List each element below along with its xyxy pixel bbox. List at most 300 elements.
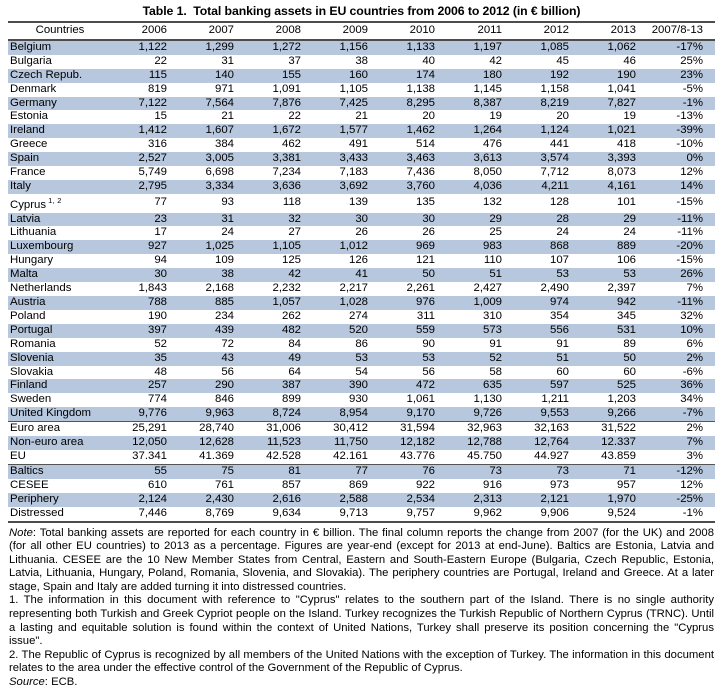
cell-value: 514 bbox=[415, 138, 435, 151]
cell-value: 37 bbox=[288, 54, 301, 67]
cell-value: 132 bbox=[482, 196, 502, 209]
cell-change: -1% bbox=[648, 97, 715, 111]
cell-value: 482 bbox=[246, 324, 313, 338]
cell-value: 174 bbox=[380, 69, 447, 83]
row-label-ireland bbox=[8, 124, 112, 138]
cell-value: 17 bbox=[154, 226, 167, 239]
cell-value: 72 bbox=[221, 337, 234, 350]
cell-value: 128 bbox=[549, 196, 569, 209]
cell-value: 32 bbox=[246, 213, 313, 227]
cell-value: 2,168 bbox=[205, 282, 234, 295]
cell-value: 32,163 bbox=[514, 422, 581, 436]
table-row bbox=[8, 479, 715, 493]
cell-value: 1,021 bbox=[581, 124, 648, 138]
cell-value: 7,234 bbox=[272, 166, 301, 179]
cell-value: 559 bbox=[380, 324, 447, 338]
cell-value: 71 bbox=[581, 464, 648, 478]
row-label-estonia bbox=[8, 110, 112, 124]
table-row bbox=[8, 69, 715, 83]
table-row bbox=[8, 493, 715, 507]
cell-value: 43 bbox=[179, 352, 246, 366]
cell-value: 53 bbox=[581, 268, 648, 282]
cell-value: 2,795 bbox=[112, 180, 179, 194]
cell-value: 1,133 bbox=[380, 40, 447, 55]
cell-value: 25,291 bbox=[112, 422, 179, 436]
cell-value: 22 bbox=[154, 54, 167, 67]
cell-value: 345 bbox=[616, 309, 636, 322]
cell-value: 75 bbox=[179, 464, 246, 478]
cell-value: 942 bbox=[581, 296, 648, 310]
cell-value: 3,433 bbox=[313, 152, 380, 166]
cell-value: 53 bbox=[514, 268, 581, 282]
cell-change: 2% bbox=[648, 422, 715, 436]
cell-value: 916 bbox=[482, 478, 502, 491]
cell-value: 7,122 bbox=[112, 97, 179, 111]
cell-value: 868 bbox=[514, 240, 581, 254]
cell-value: 257 bbox=[112, 379, 179, 393]
cell-change: 26% bbox=[648, 268, 715, 282]
source-text: : ECB. bbox=[44, 676, 78, 689]
cell-change: 2% bbox=[648, 352, 715, 366]
table-row bbox=[8, 240, 715, 254]
country-name: Non-euro area bbox=[10, 436, 84, 449]
cell-value: 12,050 bbox=[112, 436, 179, 450]
cell-value: 115 bbox=[112, 69, 179, 83]
cell-value: 24 bbox=[221, 226, 234, 239]
cell-value: 21 bbox=[355, 110, 368, 123]
country-name: Italy bbox=[10, 179, 31, 192]
country-name: Finland bbox=[10, 379, 48, 392]
cell-value: 139 bbox=[348, 196, 368, 209]
cell-value: 51 bbox=[514, 352, 581, 366]
cell-value: 556 bbox=[514, 324, 581, 338]
row-label-italy bbox=[8, 180, 112, 194]
cell-value: 3,463 bbox=[380, 152, 447, 166]
cell-value: 1,138 bbox=[406, 82, 435, 95]
column-header-2010: 2010 bbox=[380, 22, 447, 40]
cell-value: 8,387 bbox=[447, 97, 514, 111]
table-row bbox=[8, 352, 715, 366]
cell-value: 610 bbox=[147, 478, 167, 491]
cell-value: 155 bbox=[246, 69, 313, 83]
table-row bbox=[8, 152, 715, 166]
cell-change: 6% bbox=[686, 337, 703, 350]
cell-value: 190 bbox=[581, 69, 648, 83]
cell-value: 9,963 bbox=[179, 407, 246, 421]
cell-value: 28 bbox=[514, 213, 581, 227]
footnote-1: 1. The information in this document with reference to "Cyprus" relates to the southern part of the Island. There is no single authority representing both Turkish and Greek Cypriot people on the Island. Turkey recognizes the Turkish Republic of Northern Cyprus (TRNC). Until a lasting and equitable solution is found within the context of United Nations, Turkey shall preserve its position concerning the "Cyprus issue". bbox=[9, 594, 714, 648]
cell-change: 12% bbox=[680, 166, 703, 179]
cell-value: 21 bbox=[221, 110, 234, 123]
row-label-eu bbox=[8, 450, 112, 464]
cell-value: 930 bbox=[348, 393, 368, 406]
cell-value: 310 bbox=[482, 309, 502, 322]
cell-value: 42 bbox=[489, 54, 502, 67]
cell-value: 2,124 bbox=[112, 493, 179, 507]
row-label-germany bbox=[8, 97, 112, 111]
cell-value: 635 bbox=[447, 379, 514, 393]
cell-value: 2,427 bbox=[473, 282, 502, 295]
row-label-poland bbox=[8, 310, 112, 324]
cell-value: 29 bbox=[581, 213, 648, 227]
cell-value: 40 bbox=[422, 54, 435, 67]
cell-value: 969 bbox=[380, 240, 447, 254]
cell-value: 48 bbox=[154, 365, 167, 378]
footnote-marker: 1, 2 bbox=[48, 195, 62, 205]
cell-value: 491 bbox=[348, 138, 368, 151]
cell-value: 81 bbox=[246, 464, 313, 478]
row-label-non-euro-area bbox=[8, 436, 112, 450]
cell-value: 9,776 bbox=[112, 407, 179, 421]
cell-value: 38 bbox=[179, 268, 246, 282]
cell-value: 1,085 bbox=[514, 40, 581, 55]
cell-change: 36% bbox=[648, 379, 715, 393]
country-name: Denmark bbox=[10, 82, 57, 95]
cell-value: 26 bbox=[355, 226, 368, 239]
cell-value: 2,397 bbox=[607, 282, 636, 295]
table-row bbox=[8, 55, 715, 69]
cell-change: 32% bbox=[680, 309, 703, 322]
cell-value: 125 bbox=[281, 254, 301, 267]
cell-value: 439 bbox=[179, 324, 246, 338]
cell-value: 22 bbox=[288, 110, 301, 123]
table-row bbox=[8, 166, 715, 180]
cell-value: 1,028 bbox=[313, 296, 380, 310]
cell-value: 49 bbox=[246, 352, 313, 366]
cell-change: 7% bbox=[648, 436, 715, 450]
country-name: Czech Repub. bbox=[10, 68, 83, 81]
cell-value: 50 bbox=[380, 268, 447, 282]
cell-value: 73 bbox=[514, 464, 581, 478]
cell-value: 1,299 bbox=[179, 40, 246, 55]
cell-value: 1,061 bbox=[406, 393, 435, 406]
cell-value: 3,005 bbox=[179, 152, 246, 166]
cell-value: 20 bbox=[422, 110, 435, 123]
cell-value: 520 bbox=[313, 324, 380, 338]
cell-value: 8,050 bbox=[473, 166, 502, 179]
cell-value: 354 bbox=[549, 309, 569, 322]
table-body bbox=[8, 40, 715, 522]
cell-value: 9,266 bbox=[581, 407, 648, 421]
row-label-sweden bbox=[8, 393, 112, 407]
cell-value: 11,523 bbox=[246, 436, 313, 450]
country-name: Bulgaria bbox=[10, 54, 52, 67]
cell-value: 8,219 bbox=[514, 97, 581, 111]
country-name: Germany bbox=[10, 96, 57, 109]
cell-change: 12% bbox=[680, 478, 703, 491]
notes-section bbox=[8, 523, 715, 690]
cell-value: 1,009 bbox=[447, 296, 514, 310]
cell-value: 90 bbox=[422, 337, 435, 350]
cell-value: 7,436 bbox=[406, 166, 435, 179]
cell-value: 2,261 bbox=[406, 282, 435, 295]
cell-value: 1,122 bbox=[112, 40, 179, 55]
cell-value: 26 bbox=[422, 226, 435, 239]
cell-value: 42 bbox=[246, 268, 313, 282]
cell-value: 19 bbox=[623, 110, 636, 123]
cell-change: 14% bbox=[648, 180, 715, 194]
cell-value: 52 bbox=[154, 337, 167, 350]
cell-value: 885 bbox=[179, 296, 246, 310]
table-row bbox=[8, 450, 715, 464]
cell-value: 1,607 bbox=[179, 124, 246, 138]
country-name: Belgium bbox=[10, 40, 52, 53]
cell-change: 25% bbox=[680, 54, 703, 67]
cell-value: 73 bbox=[447, 464, 514, 478]
cell-value: 462 bbox=[281, 138, 301, 151]
cell-value: 77 bbox=[313, 464, 380, 478]
cell-value: 12,788 bbox=[447, 436, 514, 450]
cell-value: 91 bbox=[489, 337, 502, 350]
cell-change: 23% bbox=[648, 69, 715, 83]
country-name: EU bbox=[10, 449, 26, 462]
cell-value: 41.369 bbox=[199, 449, 234, 462]
cell-change: -6% bbox=[682, 365, 703, 378]
cell-change: -11% bbox=[677, 226, 703, 239]
cell-value: 974 bbox=[514, 296, 581, 310]
cell-value: 311 bbox=[416, 309, 435, 322]
cell-value: 7,564 bbox=[179, 97, 246, 111]
cell-value: 6,698 bbox=[205, 166, 234, 179]
cell-value: 30 bbox=[313, 213, 380, 227]
country-name: Romania bbox=[10, 337, 56, 350]
table-row bbox=[8, 180, 715, 194]
cell-value: 35 bbox=[112, 352, 179, 366]
cell-value: 160 bbox=[313, 69, 380, 83]
cell-change: -15% bbox=[676, 254, 703, 267]
table-row bbox=[8, 393, 715, 407]
cell-value: 2,232 bbox=[272, 282, 301, 295]
cell-value: 107 bbox=[549, 254, 569, 267]
table-row bbox=[8, 268, 715, 282]
cell-change: -1% bbox=[648, 507, 715, 522]
table-header-row bbox=[8, 22, 715, 40]
cell-value: 2,313 bbox=[447, 493, 514, 507]
cell-value: 56 bbox=[221, 365, 234, 378]
cell-value: 86 bbox=[355, 337, 368, 350]
table-row bbox=[8, 296, 715, 310]
country-name: Poland bbox=[10, 309, 46, 322]
row-label-slovakia bbox=[8, 366, 112, 380]
cell-value: 384 bbox=[214, 138, 234, 151]
cell-value: 19 bbox=[489, 110, 502, 123]
cell-value: 135 bbox=[415, 196, 435, 209]
cell-value: 64 bbox=[288, 365, 301, 378]
row-label-cyprus bbox=[8, 194, 112, 213]
cell-value: 3,636 bbox=[246, 180, 313, 194]
table-row bbox=[8, 422, 715, 436]
column-header-2012: 2012 bbox=[514, 22, 581, 40]
cell-value: 7,446 bbox=[112, 507, 179, 522]
cell-value: 42.161 bbox=[333, 449, 368, 462]
cell-value: 118 bbox=[282, 196, 301, 209]
footnote-2: 2. The Republic of Cyprus is recognized by all members of the United Nations with the exception of Turkey. The information in this document relates to the area under the effective control of the Government of the Republic of Cyprus. bbox=[9, 648, 714, 675]
cell-value: 192 bbox=[514, 69, 581, 83]
note-text: : Total banking assets are reported for each country in € billion. The final column reports the change from 2007 (for the UK) and 2008 (for all other EU countries) to 2013 as a percentage. Figures are year-end (except for 2013 at end-June). Baltics are Estonia, Latvia and Lithuania. CESEE are the 10 New Member States from Central, Eastern and South-Eastern Europe (Bulgaria, Czech Republic, Estonia, Latvia, Lithuania, Hungary, Poland, Romania, Slovenia, and Slovakia). The periphery countries are Portugal, Ireland and Greece. At a later stage, Spain and Italy are added turning it into distressed countries. bbox=[9, 526, 714, 593]
row-label-denmark bbox=[8, 83, 112, 97]
cell-value: 899 bbox=[281, 393, 301, 406]
country-name: Austria bbox=[10, 296, 46, 309]
cell-value: 976 bbox=[380, 296, 447, 310]
cell-change: -17% bbox=[648, 40, 715, 55]
cell-value: 23 bbox=[112, 213, 179, 227]
cell-value: 50 bbox=[581, 352, 648, 366]
cell-value: 24 bbox=[556, 226, 569, 239]
cell-value: 52 bbox=[447, 352, 514, 366]
cell-value: 973 bbox=[549, 478, 569, 491]
cell-value: 20 bbox=[556, 110, 569, 123]
cell-value: 316 bbox=[147, 138, 167, 151]
country-name: Greece bbox=[10, 138, 48, 151]
table-row bbox=[8, 213, 715, 227]
cell-value: 390 bbox=[313, 379, 380, 393]
cell-change: -7% bbox=[648, 407, 715, 421]
row-label-finland bbox=[8, 379, 112, 393]
cell-change: -20% bbox=[648, 240, 715, 254]
column-header-2009: 2009 bbox=[313, 22, 380, 40]
cell-value: 922 bbox=[415, 478, 435, 491]
cell-value: 472 bbox=[380, 379, 447, 393]
cell-change: 7% bbox=[686, 282, 703, 295]
cell-value: 1,203 bbox=[607, 393, 636, 406]
row-label-baltics bbox=[8, 464, 112, 478]
row-label-euro-area bbox=[8, 422, 112, 436]
row-label-lithuania bbox=[8, 226, 112, 240]
cell-value: 1,197 bbox=[447, 40, 514, 55]
table-row bbox=[8, 194, 715, 213]
table-row bbox=[8, 379, 715, 393]
cell-value: 2,217 bbox=[339, 282, 368, 295]
column-header-2007: 2007 bbox=[179, 22, 246, 40]
cell-value: 9,757 bbox=[380, 507, 447, 522]
cell-value: 32,963 bbox=[447, 422, 514, 436]
cell-value: 8,295 bbox=[380, 97, 447, 111]
cell-value: 31 bbox=[179, 213, 246, 227]
cell-value: 9,634 bbox=[246, 507, 313, 522]
column-header-2008: 2008 bbox=[246, 22, 313, 40]
cell-change: -10% bbox=[676, 138, 703, 151]
table-row bbox=[8, 366, 715, 380]
cell-value: 971 bbox=[214, 82, 234, 95]
cell-change: -11% bbox=[648, 213, 715, 227]
cell-value: 56 bbox=[422, 365, 435, 378]
country-name: Malta bbox=[10, 268, 38, 281]
country-name: Sweden bbox=[10, 393, 52, 406]
cell-value: 27 bbox=[288, 226, 301, 239]
cell-value: 3,760 bbox=[380, 180, 447, 194]
cell-value: 12,628 bbox=[179, 436, 246, 450]
cell-value: 7,425 bbox=[313, 97, 380, 111]
cell-change: -13% bbox=[676, 110, 703, 123]
cell-value: 4,161 bbox=[581, 180, 648, 194]
row-label-france bbox=[8, 166, 112, 180]
country-name: Lithuania bbox=[10, 226, 57, 239]
cell-value: 1,105 bbox=[246, 240, 313, 254]
cell-change: 10% bbox=[648, 324, 715, 338]
cell-value: 110 bbox=[483, 254, 502, 267]
row-label-netherlands bbox=[8, 282, 112, 296]
cell-value: 37.341 bbox=[132, 449, 167, 462]
cell-value: 274 bbox=[348, 309, 368, 322]
cell-value: 41 bbox=[313, 268, 380, 282]
column-header-country: Countries bbox=[8, 22, 112, 40]
cell-value: 28,740 bbox=[179, 422, 246, 436]
cell-value: 1,062 bbox=[581, 40, 648, 55]
cell-value: 190 bbox=[147, 309, 167, 322]
cell-value: 12,764 bbox=[514, 436, 581, 450]
cell-value: 30 bbox=[380, 213, 447, 227]
table-row bbox=[8, 124, 715, 138]
cell-value: 30,412 bbox=[313, 422, 380, 436]
cell-value: 1,412 bbox=[112, 124, 179, 138]
row-label-bulgaria bbox=[8, 55, 112, 69]
cell-value: 45 bbox=[556, 54, 569, 67]
row-label-cesee bbox=[8, 479, 112, 493]
cell-value: 60 bbox=[623, 365, 636, 378]
cell-value: 55 bbox=[112, 464, 179, 478]
row-label-luxembourg bbox=[8, 240, 112, 254]
cell-value: 8,954 bbox=[313, 407, 380, 421]
cell-change: -39% bbox=[648, 124, 715, 138]
cell-value: 25 bbox=[489, 226, 502, 239]
cell-value: 53 bbox=[380, 352, 447, 366]
cell-value: 1,124 bbox=[514, 124, 581, 138]
cell-value: 180 bbox=[447, 69, 514, 83]
table-row bbox=[8, 464, 715, 478]
cell-value: 4,036 bbox=[447, 180, 514, 194]
cell-value: 45.750 bbox=[467, 449, 502, 462]
row-label-czech-repub bbox=[8, 69, 112, 83]
cell-value: 1,091 bbox=[272, 82, 301, 95]
cell-value: 3,574 bbox=[514, 152, 581, 166]
country-name: Estonia bbox=[10, 110, 48, 123]
cell-value: 12,182 bbox=[380, 436, 447, 450]
country-name: Portugal bbox=[10, 323, 53, 336]
cell-value: 889 bbox=[581, 240, 648, 254]
cell-value: 9,170 bbox=[380, 407, 447, 421]
cell-value: 54 bbox=[355, 365, 368, 378]
country-name: Latvia bbox=[10, 212, 41, 225]
cell-change: 0% bbox=[648, 152, 715, 166]
cell-value: 441 bbox=[549, 138, 569, 151]
table-header bbox=[8, 22, 715, 40]
cell-value: 8,769 bbox=[179, 507, 246, 522]
cell-value: 31,522 bbox=[581, 422, 648, 436]
cell-change: -12% bbox=[648, 464, 715, 478]
cell-change: 34% bbox=[680, 393, 703, 406]
cell-value: 77 bbox=[154, 196, 167, 209]
cell-value: 42.528 bbox=[266, 449, 301, 462]
cell-value: 58 bbox=[489, 365, 502, 378]
cell-value: 234 bbox=[214, 309, 234, 322]
source-line bbox=[9, 676, 714, 690]
note-paragraph bbox=[9, 527, 714, 595]
cell-value: 7,876 bbox=[246, 97, 313, 111]
cell-value: 1,970 bbox=[581, 493, 648, 507]
cell-value: 24 bbox=[623, 226, 636, 239]
column-header-2011: 2011 bbox=[447, 22, 514, 40]
cell-value: 476 bbox=[482, 138, 502, 151]
cell-value: 53 bbox=[313, 352, 380, 366]
column-header-2013: 2013 bbox=[581, 22, 648, 40]
cell-value: 5,749 bbox=[138, 166, 167, 179]
column-header-change: 2007/8-13 bbox=[648, 22, 715, 40]
row-label-greece bbox=[8, 138, 112, 152]
cell-value: 387 bbox=[246, 379, 313, 393]
row-label-romania bbox=[8, 338, 112, 352]
cell-value: 869 bbox=[348, 478, 368, 491]
country-name: Slovenia bbox=[10, 351, 54, 364]
